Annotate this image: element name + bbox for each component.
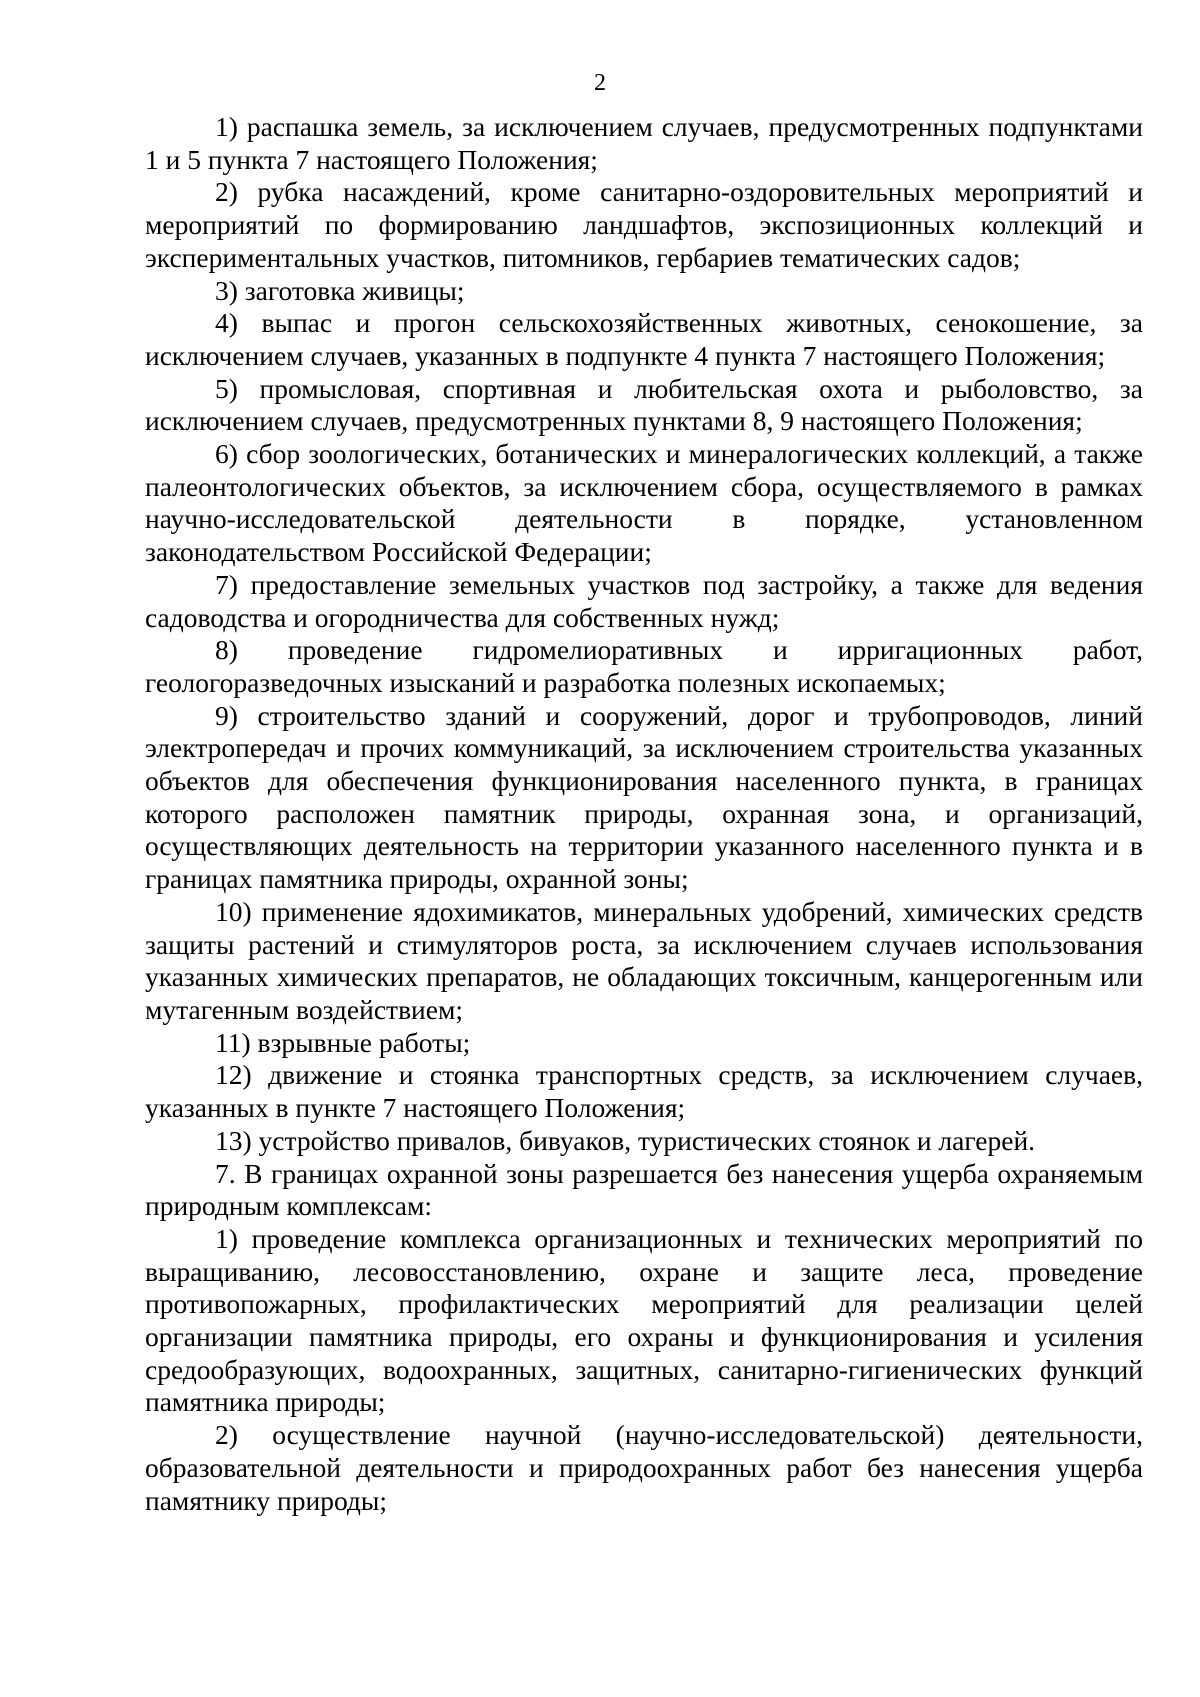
paragraph-section-7-item-1: 1) проведение комплекса организационных и технических мероприятий по выращиванию, лесовосстановлению, охране и защите леса, проведение противопожарных, профилактических мероприятий для реализации целей организации памятника природы, его охраны и функционирования и усиления средообразующих, водоохранных, защитных, санитарно-гигиенических функций памятника природы; [145,1222,1143,1418]
paragraph-item-2: 2) рубка насаждений, кроме санитарно-оздоровительных мероприятий и мероприятий по формированию ландшафтов, экспозиционных коллекций и экспериментальных участков, питомников, гербариев тематических садов; [145,176,1143,273]
paragraph-item-8: 8) проведение гидромелиоративных и ирригационных работ, геологоразведочных изысканий и разработка полезных ископаемых; [145,634,1143,698]
paragraph-item-11: 11) взрывные работы; [215,1026,471,1058]
paragraph-item-4: 4) выпас и прогон сельскохозяйственных животных, сенокошение, за исключением случаев, указанных в подпункте 4 пункта 7 настоящего Положения; [145,307,1143,371]
paragraph-item-7: 7) предоставление земельных участков под застройку, а также для ведения садоводства и огородничества для собственных нужд; [145,568,1143,633]
paragraph-section-7-item-2: 2) осуществление научной (научно-исследовательской) деятельности, образовательной деятельности и природоохранных работ без нанесения ущерба памятнику природы; [145,1419,1143,1516]
paragraph-item-9: 9) строительство зданий и сооружений, дорог и трубопроводов, линий электропередач и прочих коммуникаций, за исключением строительства указанных объектов для обеспечения функционирования населенного пункта, в границах которого расположен памятник природы, охранная зона, и организаций, осуществляющих деятельность на территории указанного населенного пункта и в границах памятника природы, охранной зоны; [145,699,1143,895]
document-body [145,111,1143,1517]
paragraph-item-6: 6) сбор зоологических, ботанических и минералогических коллекций, а также палеонтологических объектов, за исключением сбора, осуществляемого в рамках научно-исследовательской деятельности в порядке, установленном законодательством Российской Федерации; [145,438,1143,568]
paragraph-item-12: 12) движение и стоянка транспортных средств, за исключением случаев, указанных в пункте 7 настоящего Положения; [145,1059,1143,1124]
page-number: 2 [594,70,606,96]
paragraph-item-13: 13) устройство привалов, бивуаков, туристических стоянок и лагерей. [215,1124,1036,1156]
paragraph-item-1: 1) распашка земель, за исключением случаев, предусмотренных подпунктами 1 и 5 пункта 7 настоящего Положения; [145,111,1143,175]
paragraph-section-7: 7. В границах охранной зоны разрешается без нанесения ущерба охраняемым природным комплексам: [145,1157,1143,1222]
paragraph-item-5: 5) промысловая, спортивная и любительская охота и рыболовство, за исключением случаев, предусмотренных пунктами 8, 9 настоящего Положения; [145,372,1143,437]
paragraph-item-10: 10) применение ядохимикатов, минеральных удобрений, химических средств защиты растений и стимуляторов роста, за исключением случаев использования указанных химических препаратов, не обладающих токсичным, канцерогенным или мутагенным воздействием; [145,895,1143,1025]
paragraph-item-3: 3) заготовка живицы; [215,274,465,306]
